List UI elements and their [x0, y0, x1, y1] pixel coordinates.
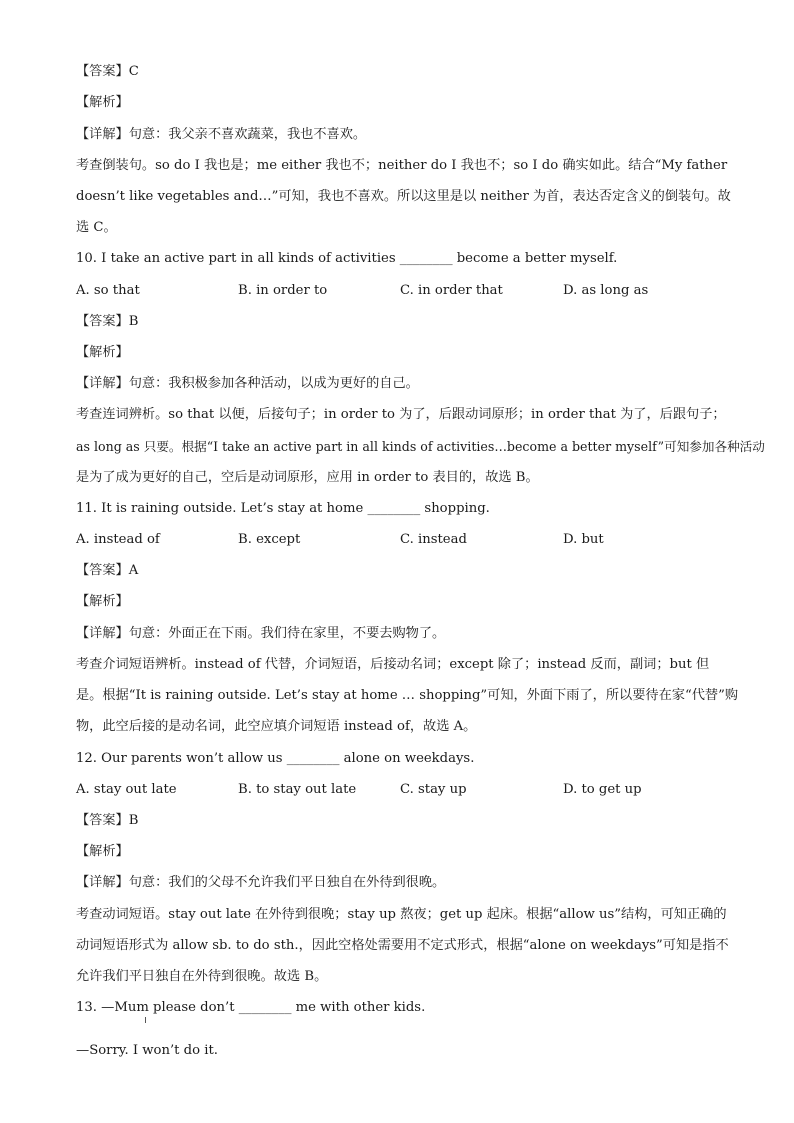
option-10-c: C. in order that [400, 283, 503, 298]
option-11-b: B. except [238, 532, 301, 547]
explanation-12-line-3: 允许我们平日独自在外待到很晚。故选 B。 [76, 969, 328, 984]
detail-sentence-11: 【详解】句意：外面正在下雨。我们待在家里，不要去购物了。 [76, 626, 446, 641]
answer-label-11: 【答案】A [76, 563, 139, 578]
detail-sentence-9: 【详解】句意：我父亲不喜欢蔬菜，我也不喜欢。 [76, 127, 367, 142]
answer-label-10: 【答案】B [76, 314, 139, 329]
explanation-11-line-3: 物，此空后接的是动名词，此空应填介词短语 instead of，故选 A。 [76, 719, 477, 734]
answer-label-9: 【答案】C [76, 64, 139, 79]
option-12-d: D. to get up [563, 782, 642, 797]
detail-sentence-12: 【详解】句意：我们的父母不允许我们平日独自在外待到很晚。 [76, 875, 446, 890]
option-11-d: D. but [563, 532, 604, 547]
option-12-b: B. to stay out late [238, 782, 357, 797]
explanation-9-line-2: doesn’t like vegetables and…”可知，我也不喜欢。所以这里是以 neither 为首，表达否定含义的倒装句。故 [76, 189, 731, 204]
explanation-10-line-1: 考查连词辨析。so that 以便，后接句子；in order to 为了，后跟动词原形；in order that 为了，后跟句子； [76, 407, 726, 422]
analysis-label-10: 【解析】 [76, 345, 129, 360]
question-11: 11. It is raining outside. Let’s stay at home ________ shopping. [76, 501, 490, 516]
option-10-d: D. as long as [563, 283, 649, 298]
question-12: 12. Our parents won’t allow us ________ alone on weekdays. [76, 751, 475, 766]
explanation-9-line-3: 选 C。 [76, 220, 117, 235]
answer-label-12: 【答案】B [76, 813, 139, 828]
question-10: 10. I take an active part in all kinds of activities ________ become a better myself. [76, 251, 618, 266]
question-13: 13. —Mum please don’t ________ me with other kids. [76, 1000, 426, 1015]
explanation-11-line-2: 是。根据“It is raining outside. Let’s stay at home … shopping”可知，外面下雨了，所以要待在家“代替”购 [76, 688, 739, 703]
option-12-a: A. stay out late [76, 782, 177, 797]
option-12-c: C. stay up [400, 782, 467, 797]
explanation-10-line-2: as long as 只要。根据“I take an active part in all kinds of activities…become a better myself”可知参加各种活动 [76, 439, 765, 454]
analysis-label-11: 【解析】 [76, 594, 129, 609]
question-13-reply: —Sorry. I won’t do it. [76, 1043, 218, 1058]
option-10-a: A. so that [76, 283, 140, 298]
detail-sentence-10: 【详解】句意：我积极参加各种活动，以成为更好的自己。 [76, 376, 419, 391]
option-11-c: C. instead [400, 532, 467, 547]
analysis-label-12: 【解析】 [76, 844, 129, 859]
explanation-11-line-1: 考查介词短语辨析。instead of 代替，介词短语，后接动名词；except 除了；instead 反而，副词；but 但 [76, 657, 710, 672]
stray-mark [145, 1017, 146, 1023]
option-11-a: A. instead of [76, 532, 160, 547]
option-10-b: B. in order to [238, 283, 328, 298]
explanation-12-line-2: 动词短语形式为 allow sb. to do sth.，因此空格处需要用不定式形式，根据“alone on weekdays”可知是指不 [76, 938, 729, 953]
explanation-9-line-1: 考查倒装句。so do I 我也是；me either 我也不；neither do I 我也不；so I do 确实如此。结合“My father [76, 158, 728, 173]
explanation-12-line-1: 考查动词短语。stay out late 在外待到很晚；stay up 熬夜；get up 起床。根据“allow us”结构，可知正确的 [76, 907, 727, 922]
analysis-label-9: 【解析】 [76, 95, 129, 110]
explanation-10-line-3: 是为了成为更好的自己，空后是动词原形，应用 in order to 表目的，故选 B。 [76, 470, 539, 485]
